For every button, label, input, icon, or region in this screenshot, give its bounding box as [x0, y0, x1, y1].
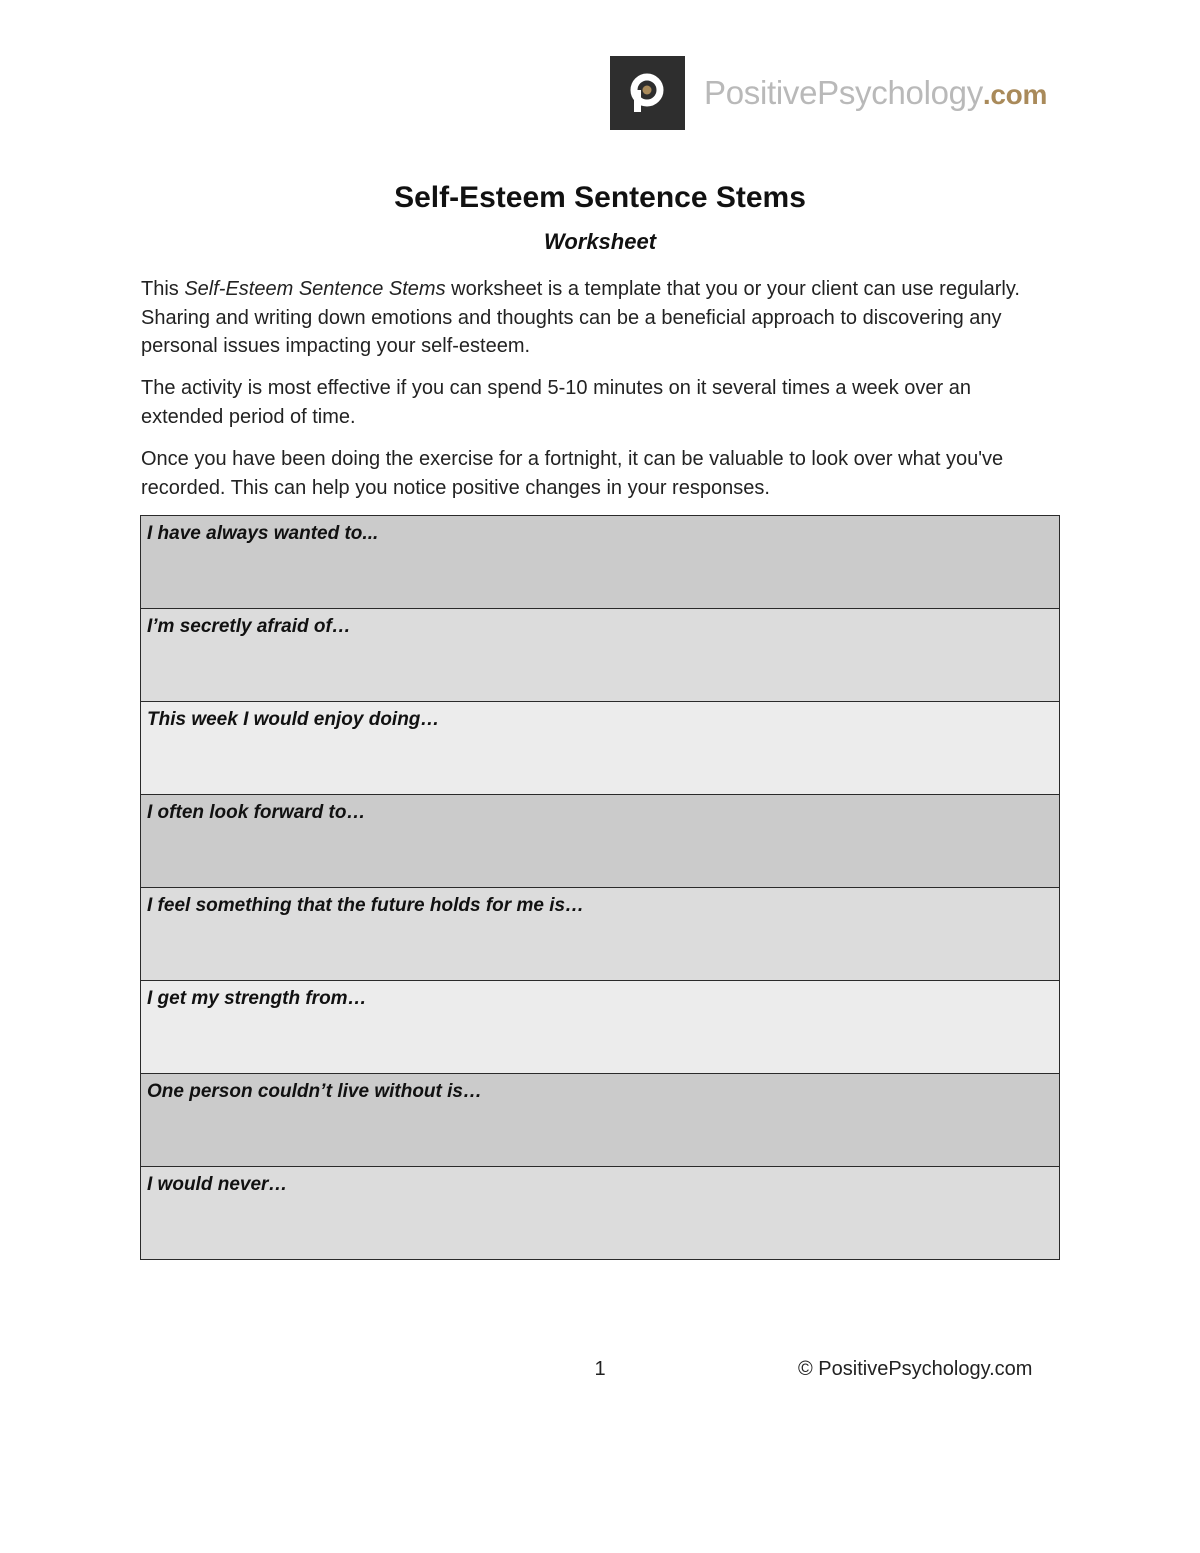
table-row [141, 609, 1060, 702]
stem-cell[interactable]: One person couldn’t live without is… [141, 1074, 1060, 1167]
intro-p1-rest: worksheet is a template that you or your client can use regularly. Sharing and writing down emotions and thoughts can be a beneficial approach to discovering any personal issues impacting your self-esteem. [141, 278, 1020, 357]
stem-cell[interactable]: I have always wanted to... [141, 516, 1060, 609]
table-row [141, 702, 1060, 795]
table-row [141, 981, 1060, 1074]
stem-cell[interactable]: I get my strength from… [141, 981, 1060, 1074]
intro-p1-worksheet-name: Self-Esteem Sentence Stems [184, 278, 446, 300]
table-row [141, 1167, 1060, 1260]
brand-wordmark [704, 74, 1047, 112]
positive-psychology-logo-icon [610, 56, 685, 130]
footer-copyright: © PositivePsychology.com [798, 1358, 1033, 1380]
page-number: 1 [594, 1358, 606, 1380]
stem-cell[interactable]: I feel something that the future holds for me is… [141, 888, 1060, 981]
worksheet-subtitle: Worksheet [543, 229, 657, 254]
stem-cell[interactable]: This week I would enjoy doing… [141, 702, 1060, 795]
table-row [141, 795, 1060, 888]
sentence-stems-table [140, 515, 1060, 1260]
table-row [141, 888, 1060, 981]
table-row [141, 516, 1060, 609]
brand-tld: .com [982, 79, 1048, 110]
worksheet-title: Self-Esteem Sentence Stems [394, 181, 806, 214]
intro-p1-lead: This [141, 278, 185, 300]
stem-cell[interactable]: I would never… [141, 1167, 1060, 1260]
intro-paragraph-3: Once you have been doing the exercise for a fortnight, it can be valuable to look over what you've recorded. This can help you notice positive changes in your responses. [141, 448, 1004, 499]
brand-name: PositivePsychology [704, 74, 983, 111]
brand-logo [610, 56, 1047, 130]
stem-cell[interactable]: I often look forward to… [141, 795, 1060, 888]
stem-cell[interactable]: I’m secretly afraid of… [141, 609, 1060, 702]
table-row [141, 1074, 1060, 1167]
intro-paragraph-2: The activity is most effective if you can spend 5-10 minutes on it several times a week over an extended period of time. [141, 377, 972, 428]
intro-paragraph-1 [141, 275, 1021, 361]
